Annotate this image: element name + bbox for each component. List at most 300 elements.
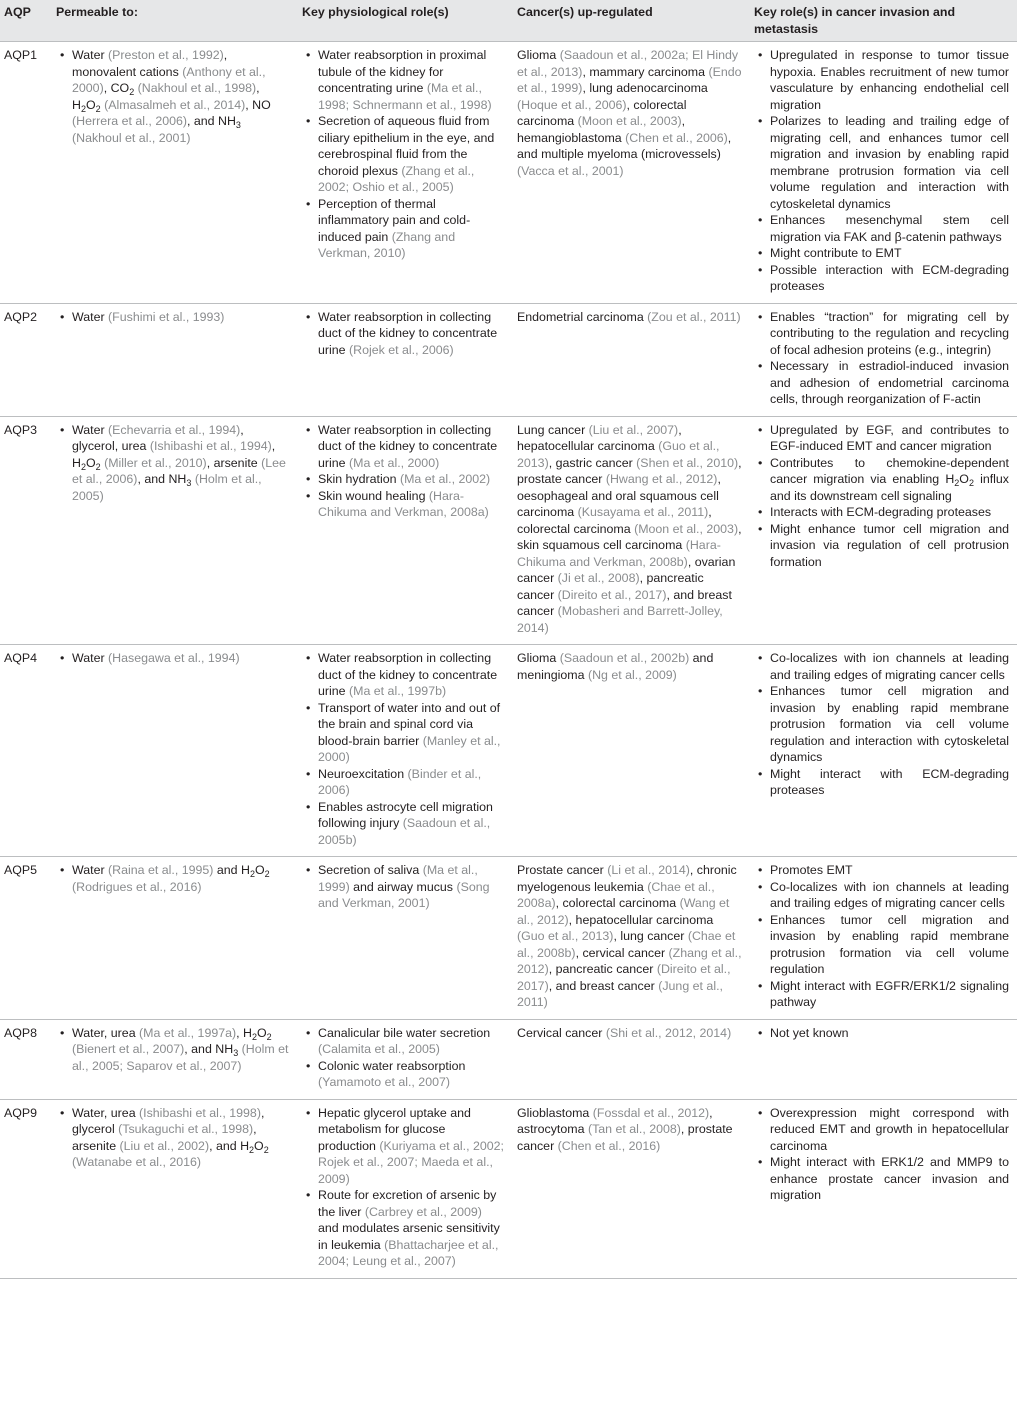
text-segment: Might contribute to EMT xyxy=(770,246,902,260)
text-segment: Perception of thermal inflammatory pain and cold-induced pain xyxy=(318,196,471,244)
bullet-list xyxy=(754,650,1009,799)
text-segment: Co-localizes with ion channels at leading and trailing edges of migrating cancer cells xyxy=(770,651,1009,682)
text-segment: Lung cancer xyxy=(517,422,589,437)
citation-link[interactable]: (Ji et al., 2008) xyxy=(557,571,640,585)
bullet-item xyxy=(770,245,1009,262)
citation-link[interactable]: (Hara-Chikuma and Verkman, 2008b) xyxy=(517,538,721,569)
text-segment: Not yet known xyxy=(770,1025,849,1040)
cell-physiological xyxy=(298,1019,513,1099)
citation-link[interactable]: (Chae et al., 2008b) xyxy=(517,929,736,960)
bullet-item xyxy=(770,683,1009,766)
header-physiological: Key physiological role(s) xyxy=(298,0,513,42)
bullet-list xyxy=(302,1105,505,1270)
citation-link[interactable]: (Shen et al., 2010) xyxy=(636,455,739,470)
text-segment: Skin hydration xyxy=(318,472,400,486)
subscript: 3 xyxy=(186,478,192,488)
bullet-list xyxy=(754,422,1009,571)
cell-invasion xyxy=(750,303,1017,416)
citation-link[interactable]: (Shi et al., 2012, 2014) xyxy=(605,1025,732,1040)
citation-link[interactable]: (Fushimi et al., 1993) xyxy=(108,309,225,324)
bullet-item xyxy=(72,309,290,326)
text-segment: Cervical cancer xyxy=(517,1025,606,1040)
text-segment: Upregulated by EGF, and contributes to EGF-induced EMT and cancer migration xyxy=(770,422,1009,453)
bullet-item xyxy=(318,47,505,113)
bullet-item xyxy=(318,488,505,521)
bullet-item xyxy=(72,1105,290,1171)
cell-permeable xyxy=(52,416,298,645)
text-segment: O xyxy=(254,1138,264,1153)
text-segment: , and breast cancer xyxy=(517,587,732,618)
cell-permeable xyxy=(52,645,298,857)
text-segment: Promotes EMT xyxy=(770,863,853,877)
cell-aqp: AQP1 xyxy=(4,48,38,62)
subscript: 2 xyxy=(249,869,255,879)
text-segment: , CO xyxy=(103,81,130,95)
citation-link[interactable]: (Hara-Chikuma and Verkman, 2008a) xyxy=(318,488,489,519)
text-segment: , and NH xyxy=(137,472,187,486)
citation-link[interactable]: (Wang et al., 2012) xyxy=(517,896,730,927)
bullet-item xyxy=(72,1025,290,1075)
text-segment: Water, urea xyxy=(72,1105,140,1120)
citation-link[interactable]: (Rodrigues et al., 2016) xyxy=(72,879,202,894)
text-segment: Endometrial carcinoma xyxy=(517,309,648,324)
citation-link[interactable]: (Ma et al., 1999) xyxy=(318,863,478,894)
bullet-list xyxy=(56,650,290,667)
text-segment: , astrocytoma xyxy=(517,1105,713,1136)
bullet-item xyxy=(770,912,1009,978)
citation-link[interactable]: (Vacca et al., 2001) xyxy=(517,163,624,178)
text-segment: , H xyxy=(72,81,260,112)
text-segment: O xyxy=(85,97,96,112)
text-segment: Contributes to chemokine-dependent cancer migration via enabling H xyxy=(770,455,1009,486)
citation-link[interactable]: (Guo et al., 2013) xyxy=(517,929,614,943)
text-segment: , glycerol xyxy=(72,1105,265,1136)
text-segment: Polarizes to leading and trailing edge of migrating cell, and enhances tumor cell migration and invasion by enabling rapid membrane protrusion formation via cell volume regulation and interaction with cytoskeletal dynamics xyxy=(770,114,1009,211)
text-segment: , monovalent cations xyxy=(72,48,228,79)
table-row xyxy=(0,303,1017,416)
cell-permeable xyxy=(52,42,298,304)
subscript: 2 xyxy=(95,103,101,114)
citation-link[interactable]: (Preston et al., 1992) xyxy=(108,48,224,62)
text-segment: O xyxy=(959,472,969,486)
cell-permeable xyxy=(52,857,298,1020)
bullet-list xyxy=(302,47,505,262)
cell-invasion xyxy=(750,1019,1017,1099)
citation-link[interactable]: (Direito et al., 2017) xyxy=(517,962,731,993)
citation-link[interactable]: (Holm et al., 2005) xyxy=(72,472,262,503)
cell-physiological xyxy=(298,857,513,1020)
text-segment: , colorectal carcinoma xyxy=(517,97,687,128)
text-segment: O xyxy=(257,1025,267,1040)
cell-cancers xyxy=(513,303,750,416)
text-segment: and airway mucus xyxy=(349,879,457,894)
citation-link[interactable]: (Kuriyama et al., 2002; Rojek et al., 2007; Maeda et al., 2009) xyxy=(318,1138,504,1186)
cell-aqp: AQP3 xyxy=(4,422,38,437)
citation-link[interactable]: (Holm et al., 2005; Saparov et al., 2007) xyxy=(72,1042,289,1073)
bullet-item xyxy=(72,422,290,505)
citation-link[interactable]: (Tan et al., 2008) xyxy=(587,1122,681,1136)
cell-aqp: AQP4 xyxy=(4,651,38,665)
citation-link[interactable]: (Ishibashi et al., 1998) xyxy=(139,1105,261,1120)
citation-link[interactable]: (Li et al., 2014) xyxy=(607,863,690,877)
text-segment: Prostate cancer xyxy=(517,863,608,877)
subscript: 2 xyxy=(95,461,101,472)
cell-invasion xyxy=(750,1099,1017,1278)
cell-aqp: AQP9 xyxy=(4,1105,38,1120)
text-segment: and modulates arsenic sensitivity in leukemia xyxy=(318,1221,500,1252)
citation-link[interactable]: (Saadoun et al., 2005b) xyxy=(318,816,491,847)
bullet-item xyxy=(318,862,505,912)
text-segment: , and breast cancer xyxy=(548,978,659,993)
bullet-item xyxy=(770,47,1009,113)
bullet-item xyxy=(770,978,1009,1011)
citation-link[interactable]: (Nakhoul et al., 1998) xyxy=(137,81,257,95)
text-segment: Might enhance tumor cell migration and invasion via regulation of cell protrusion formation xyxy=(770,521,1009,569)
bullet-item xyxy=(770,521,1009,571)
text-segment: , ovarian cancer xyxy=(517,554,736,585)
text-segment: Transport of water into and out of the brain and spinal cord via blood-brain barrier xyxy=(318,700,501,748)
text-segment: , chronic myelogenous leukemia xyxy=(517,863,737,894)
citation-link[interactable]: (Ng et al., 2009) xyxy=(587,667,677,682)
cell-physiological xyxy=(298,645,513,857)
subscript: 3 xyxy=(235,120,241,130)
citation-link[interactable]: (Manley et al., 2000) xyxy=(318,733,501,764)
text-segment: Secretion of saliva xyxy=(318,863,423,877)
bullet-list xyxy=(754,47,1009,295)
citation-link[interactable]: (Chen et al., 2006) xyxy=(625,130,728,145)
cell-physiological xyxy=(298,416,513,645)
citation-link[interactable]: (Rojek et al., 2006) xyxy=(349,342,454,357)
citation-link[interactable]: (Zhang et al., 2012) xyxy=(517,945,742,976)
text-segment: and H xyxy=(213,863,250,877)
citation-link[interactable]: (Zou et al., 2011) xyxy=(647,309,741,324)
citation-link[interactable]: (Liu et al., 2002) xyxy=(119,1138,210,1153)
bullet-item xyxy=(318,799,505,849)
text-segment: Overexpression might correspond with reduced EMT and growth in hepatocellular carcinoma xyxy=(770,1105,1009,1153)
text-segment: Water reabsorption in collecting duct of the kidney to concentrate urine xyxy=(318,422,498,470)
citation-link[interactable]: (Direito et al., 2017) xyxy=(557,587,667,602)
bullet-item xyxy=(770,1105,1009,1155)
citation-link[interactable]: (Ma et al., 1997b) xyxy=(349,684,447,698)
bullet-item xyxy=(770,766,1009,799)
text-segment: Water xyxy=(72,48,109,62)
text-segment: , cervical cancer xyxy=(575,945,669,960)
text-segment: , pancreatic cancer xyxy=(548,962,657,976)
text-segment: Might interact with EGFR/ERK1/2 signaling pathway xyxy=(770,978,1009,1009)
text-segment: Enables “traction” for migrating cell by contributing to the regulation and recycling of focal adhesion proteins (e.g., integrin) xyxy=(770,309,1009,357)
bullet-item xyxy=(318,1025,505,1058)
text-segment: Water xyxy=(72,309,109,324)
citation-link[interactable]: (Zhang and Verkman, 2010) xyxy=(318,229,456,260)
text-segment: , lung adenocarcinoma xyxy=(582,81,708,95)
table-row xyxy=(0,1019,1017,1099)
bullet-item xyxy=(318,650,505,700)
citation-link[interactable]: (Moon et al., 2003) xyxy=(577,114,682,128)
table-row xyxy=(0,645,1017,857)
text-segment: Hepatic glycerol uptake and metabolism for glucose production xyxy=(318,1105,471,1153)
subscript: 2 xyxy=(80,461,86,472)
cell-physiological xyxy=(298,42,513,304)
subscript: 2 xyxy=(80,103,86,114)
citation-link[interactable]: (Lee et al., 2006) xyxy=(72,455,286,486)
bullet-list xyxy=(56,862,290,895)
citation-link[interactable]: (Raina et al., 1995) xyxy=(108,863,214,877)
subscript: 2 xyxy=(263,1144,269,1155)
text-segment: , H xyxy=(72,439,276,470)
text-segment: and meningioma xyxy=(517,651,714,682)
citation-link[interactable]: (Guo et al., 2013) xyxy=(517,439,720,470)
text-segment: Secretion of aqueous fluid from ciliary epithelium in the eye, and cerebrospinal fluid from the choroid plexus xyxy=(318,114,495,178)
text-segment: Canalicular bile water secretion xyxy=(318,1025,491,1040)
text-segment: , oesophageal and oral squamous cell carcinoma xyxy=(517,472,721,519)
bullet-item xyxy=(770,504,1009,521)
citation-link[interactable]: (Anthony et al., 2000) xyxy=(72,64,266,95)
text-segment: , skin squamous cell carcinoma xyxy=(517,521,742,552)
text-segment: , H xyxy=(236,1025,252,1040)
bullet-item xyxy=(318,471,505,488)
citation-link[interactable]: (Watanabe et al., 2016) xyxy=(72,1155,202,1169)
table-row xyxy=(0,416,1017,645)
bullet-item xyxy=(770,309,1009,359)
text-segment: Water, urea xyxy=(72,1025,140,1040)
bullet-item xyxy=(770,212,1009,245)
cell-aqp: AQP5 xyxy=(4,863,38,877)
bullet-list xyxy=(56,309,290,326)
cell-cancers xyxy=(513,857,750,1020)
text-segment: , prostate cancer xyxy=(517,1122,733,1153)
text-segment: Water xyxy=(72,651,109,665)
citation-link[interactable]: (Miller et al., 2010) xyxy=(104,455,207,470)
citation-link[interactable]: (Fossdal et al., 2012) xyxy=(592,1105,710,1120)
cell-cancers xyxy=(513,1099,750,1278)
text-segment: O xyxy=(85,455,96,470)
table-row xyxy=(0,857,1017,1020)
citation-link[interactable]: (Ma et al., 2000) xyxy=(349,455,440,470)
bullet-list xyxy=(302,422,505,521)
citation-link[interactable]: (Ishibashi et al., 1994) xyxy=(149,439,272,453)
text-segment: Necessary in estradiol-induced invasion and adhesion of endometrial carcinoma cells, through reorganization of F-actin xyxy=(770,359,1009,406)
text-segment: , prostate cancer xyxy=(517,455,742,486)
text-segment: Water reabsorption in proximal tubule of the kidney for concentrating urine xyxy=(318,48,487,95)
text-segment: Interacts with ECM-degrading proteases xyxy=(770,505,992,519)
subscript: 3 xyxy=(233,1048,239,1058)
text-segment: Enables astrocyte cell migration following injury xyxy=(318,799,493,830)
text-segment: , colorectal carcinoma xyxy=(517,505,712,536)
citation-link[interactable]: (Chae et al., 2008a) xyxy=(517,879,715,910)
header-row xyxy=(0,0,1017,42)
bullet-item xyxy=(318,309,505,359)
text-segment: Glioma xyxy=(517,48,560,62)
cell-invasion xyxy=(750,857,1017,1020)
cell-invasion xyxy=(750,645,1017,857)
cell-physiological xyxy=(298,1099,513,1278)
text-segment: Enhances tumor cell migration and invasion by enabling rapid membrane protrusion formation via cell volume regulation and interaction with cytoskeletal dynamics xyxy=(770,684,1009,764)
citation-link[interactable]: (Jung et al., 2011) xyxy=(517,978,723,1009)
text-segment: , hepatocellular carcinoma xyxy=(517,422,682,453)
citation-link[interactable]: (Song and Verkman, 2001) xyxy=(318,879,490,910)
subscript: 2 xyxy=(129,87,135,97)
bullet-item xyxy=(770,455,1009,505)
citation-link[interactable]: (Hwang et al., 2012) xyxy=(605,472,718,486)
subscript: 2 xyxy=(954,478,960,488)
cell-permeable xyxy=(52,1099,298,1278)
text-segment: Water reabsorption in collecting duct of the kidney to concentrate urine xyxy=(318,651,498,698)
bullet-list xyxy=(754,1105,1009,1204)
text-segment: , NO xyxy=(245,97,271,112)
text-segment: Possible interaction with ECM-degrading proteases xyxy=(770,262,1009,293)
subscript: 2 xyxy=(249,1144,255,1155)
bullet-item xyxy=(770,422,1009,455)
bullet-item xyxy=(72,47,290,146)
text-segment: , lung cancer xyxy=(613,929,688,943)
text-segment: , mammary carcinoma xyxy=(582,64,709,79)
text-segment: Upregulated in response to tumor tissue hypoxia. Enables recruitment of new tumor vasculature by enhancing endothelial cell migration xyxy=(770,48,1009,112)
bullet-item xyxy=(318,1187,505,1270)
text-segment: Water xyxy=(72,863,109,877)
header-permeable: Permeable to: xyxy=(52,0,298,42)
text-segment: Glioma xyxy=(517,651,560,665)
table-row xyxy=(0,42,1017,304)
cell-aqp: AQP8 xyxy=(4,1025,38,1040)
bullet-list xyxy=(302,1025,505,1091)
bullet-list xyxy=(56,1105,290,1171)
cell-permeable xyxy=(52,303,298,416)
text-segment: , and multiple myeloma (microvessels) xyxy=(517,130,732,161)
citation-link[interactable]: (Tsukaguchi et al., 1998) xyxy=(118,1122,254,1136)
text-segment: , hemangioblastoma xyxy=(517,114,686,145)
bullet-list xyxy=(302,309,505,359)
bullet-list xyxy=(302,862,505,912)
text-segment: Enhances mesenchymal stem cell migration via FAK and β-catenin pathways xyxy=(770,213,1009,244)
cell-cancers xyxy=(513,645,750,857)
bullet-item xyxy=(318,422,505,472)
bullet-list xyxy=(302,650,505,848)
text-segment: , and NH xyxy=(184,1042,234,1056)
bullet-list xyxy=(754,309,1009,408)
citation-link[interactable]: (Moon et al., 2003) xyxy=(634,521,739,536)
bullet-item xyxy=(318,700,505,766)
cell-physiological xyxy=(298,303,513,416)
citation-link[interactable]: (Chen et al., 2016) xyxy=(557,1138,661,1153)
cell-invasion xyxy=(750,42,1017,304)
text-segment: influx and its downstream cell signaling xyxy=(770,472,1009,503)
text-segment: Water xyxy=(72,422,109,437)
citation-link[interactable]: (Hoque et al., 2006) xyxy=(517,97,627,112)
citation-link[interactable]: (Ma et al., 2002) xyxy=(399,472,491,486)
citation-link[interactable]: (Herrera et al., 2006) xyxy=(72,114,188,128)
bullet-item xyxy=(318,196,505,262)
text-segment: , colorectal carcinoma xyxy=(555,896,680,910)
text-segment: , glycerol, urea xyxy=(72,422,244,453)
header-invasion: Key role(s) in cancer invasion and metastasis xyxy=(750,0,1017,42)
bullet-list xyxy=(56,1025,290,1075)
bullet-list xyxy=(56,422,290,505)
text-segment: , pancreatic cancer xyxy=(517,571,704,602)
bullet-item xyxy=(770,1025,1009,1042)
bullet-item xyxy=(72,862,290,895)
citation-link[interactable]: (Zhang et al., 2002; Oshio et al., 2005) xyxy=(318,163,475,194)
citation-link[interactable]: (Liu et al., 2007) xyxy=(588,422,679,437)
citation-link[interactable]: (Kusayama et al., 2011) xyxy=(577,505,709,519)
text-segment: Might interact with ECM-degrading proteases xyxy=(770,766,1009,797)
citation-link[interactable]: (Saadoun et al., 2002a; El Hindy et al., 2013) xyxy=(517,48,739,79)
header-aqp: AQP xyxy=(0,0,52,42)
bullet-item xyxy=(770,358,1009,408)
citation-link[interactable]: (Binder et al., 2006) xyxy=(318,766,482,797)
bullet-list xyxy=(754,862,1009,1011)
text-segment: , arsenite xyxy=(206,455,262,470)
text-segment: Glioblastoma xyxy=(517,1105,593,1120)
cell-aqp: AQP2 xyxy=(4,309,38,324)
bullet-item xyxy=(318,766,505,799)
subscript: 2 xyxy=(266,1031,272,1042)
citation-link[interactable]: (Yamamoto et al., 2007) xyxy=(318,1075,451,1089)
citation-link[interactable]: (Hasegawa et al., 1994) xyxy=(108,651,240,665)
subscript: 2 xyxy=(252,1031,258,1042)
bullet-item xyxy=(770,879,1009,912)
subscript: 2 xyxy=(264,869,270,879)
text-segment: Co-localizes with ion channels at leading and trailing edges of migrating cancer cells xyxy=(770,879,1009,910)
cell-invasion xyxy=(750,416,1017,645)
cell-cancers xyxy=(513,416,750,645)
text-segment: , hepatocellular carcinoma xyxy=(568,912,714,927)
citation-link[interactable]: (Bienert et al., 2007) xyxy=(72,1042,185,1056)
bullet-item xyxy=(318,113,505,196)
citation-link[interactable]: (Almasalmeh et al., 2014) xyxy=(104,97,246,112)
text-segment: Colonic water reabsorption xyxy=(318,1058,466,1073)
citation-link[interactable]: (Bhattacharjee et al., 2004; Leung et al., 2007) xyxy=(318,1237,499,1268)
citation-link[interactable]: (Nakhoul et al., 2001) xyxy=(72,130,191,145)
text-segment: O xyxy=(254,863,265,877)
bullet-item xyxy=(770,113,1009,212)
table-body xyxy=(0,42,1017,1279)
citation-link[interactable]: (Saadoun et al., 2002b) xyxy=(559,651,690,665)
text-segment: Might interact with ERK1/2 and MMP9 to enhance prostate cancer invasion and migration xyxy=(770,1155,1009,1202)
bullet-item xyxy=(72,650,290,667)
text-segment: Enhances tumor cell migration and invasion by enabling rapid membrane protrusion formation via cell volume regulation xyxy=(770,912,1009,976)
text-segment: Neuroexcitation xyxy=(318,766,408,781)
text-segment: , arsenite xyxy=(72,1122,257,1153)
header-cancers: Cancer(s) up-regulated xyxy=(513,0,750,42)
bullet-list xyxy=(754,1025,1009,1042)
cell-cancers xyxy=(513,42,750,304)
text-segment: Water reabsorption in collecting duct of the kidney to concentrate urine xyxy=(318,309,498,357)
text-segment: , gastric cancer xyxy=(548,455,637,470)
citation-link[interactable]: (Ma et al., 1997a) xyxy=(139,1025,237,1040)
text-segment: , and H xyxy=(209,1138,250,1153)
bullet-item xyxy=(770,1154,1009,1204)
table-row xyxy=(0,1099,1017,1278)
cell-permeable xyxy=(52,1019,298,1099)
citation-link[interactable]: (Echevarria et al., 1994) xyxy=(108,422,241,437)
bullet-item xyxy=(770,262,1009,295)
bullet-item xyxy=(318,1105,505,1188)
text-segment: Skin wound healing xyxy=(318,488,429,503)
citation-link[interactable]: (Endo et al., 1999) xyxy=(517,64,742,95)
citation-link[interactable]: (Calamita et al., 2005) xyxy=(318,1042,440,1056)
citation-link[interactable]: (Ma et al., 1998; Schnermann et al., 1998) xyxy=(318,81,492,112)
text-segment: Route for excretion of arsenic by the liver xyxy=(318,1188,497,1219)
subscript: 2 xyxy=(968,478,974,488)
bullet-list xyxy=(56,47,290,146)
cell-cancers xyxy=(513,1019,750,1099)
bullet-item xyxy=(770,650,1009,683)
bullet-item xyxy=(770,862,1009,879)
citation-link[interactable]: (Carbrey et al., 2009) xyxy=(364,1204,482,1219)
text-segment: , and NH xyxy=(187,114,236,128)
citation-link[interactable]: (Mobasheri and Barrett-Jolley, 2014) xyxy=(517,604,723,635)
bullet-item xyxy=(318,1058,505,1091)
